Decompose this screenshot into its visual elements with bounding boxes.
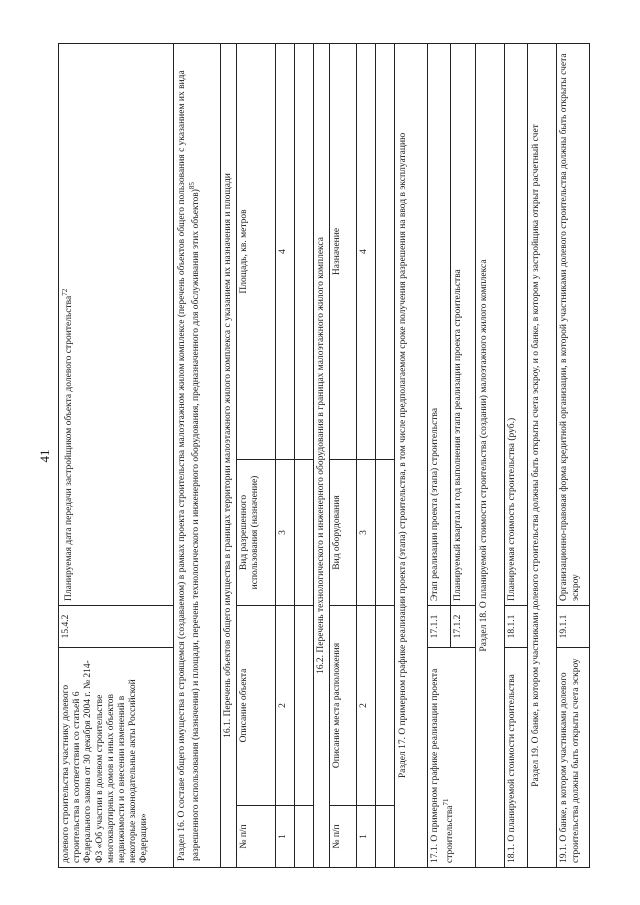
section-18-title-row (476, 43, 505, 867)
t2-empty-2 (376, 606, 395, 806)
row-15-4-2-text: Планируемая дата передачи застройщиком объекта долевого строительства$^{72}$ (59, 43, 174, 605)
section-17-left: 17.1. О примерном графике реализации проекта строительства$^{71}$ (428, 648, 476, 868)
row-17-1-2-num: 17.1.2 (451, 606, 476, 648)
section-19-title-row (528, 43, 557, 867)
table-16-1-title: 16.1. Перечень объектов общего имущества в границах территории малоэтажного жилого комплекса с указанием их назначения и площади (221, 43, 237, 867)
row-15-4-2-num: 15.4.2 (59, 606, 174, 648)
row-19-1-1-text: Организационно-правовая форма кредитной организации, в которой участниками долевого строительства должны быть открыты счета эскроу (557, 43, 590, 605)
section-17-title: Раздел 17. О примерном графике реализации проекта (этапа) строительства, в том числе предполагаемом сроке получения разрешения на ввод в эксплуатацию (395, 43, 428, 867)
t2-empty-1 (376, 806, 395, 868)
table-16-2-title: 16.2. Перечень технологического и инженерного оборудования в границах малоэтажного жилого комплекса (314, 43, 330, 867)
t2-head-num: № п/п (330, 806, 357, 868)
section-19-title: Раздел 19. О банке, в котором участниками долевого строительства должны быть открыты счета эскроу, и о банке, в котором у застройщика открыт расчетный счет (528, 43, 557, 867)
t1-empty-3 (295, 460, 314, 606)
table-16-2-header (330, 43, 357, 867)
t1-head-desc: Описание объекта (237, 606, 276, 806)
t2-head-purpose: Назначение (330, 43, 357, 459)
t1-empty-4 (295, 43, 314, 459)
table-16-1-header (237, 43, 276, 867)
t1-empty-2 (295, 606, 314, 806)
table-16-1-index-row (276, 43, 295, 867)
row-17-1-1-text: Этап реализации проекта (этапа) строительства (428, 43, 451, 605)
form-table (58, 43, 590, 868)
t2-empty-4 (376, 43, 395, 459)
table-16-1-empty-row (295, 43, 314, 867)
section-18-left: 18.1. О планируемой стоимости строительства (505, 648, 528, 868)
t2-index-1: 1 (357, 806, 376, 868)
table-16-1-title-row (221, 43, 237, 867)
section-16-title-row (174, 43, 221, 867)
page-number: 41 (37, 449, 52, 463)
t1-index-4: 4 (276, 43, 295, 459)
row-19-1-1-num: 19.1.1 (557, 606, 590, 648)
section-17-title-row (395, 43, 428, 867)
t1-empty-1 (295, 806, 314, 868)
form-document (58, 44, 581, 868)
row-18-1-1-text: Планируемая стоимость строительства (руб.) (505, 43, 528, 605)
t1-head-area: Площадь, кв. метров (237, 43, 276, 459)
row-18-1-1 (505, 43, 528, 867)
t2-head-place: Описание места расположения (330, 606, 357, 806)
t2-empty-3 (376, 460, 395, 606)
row-15-4-2-left: долевого строительства участнику долевого строительства в соответствии со статьей 6 Федерального закона от 30 декабря 2004 г. № 214-ФЗ «Об участии в долевом строительстве многоквартирных домов и иных объектов недвижимости и о внесении изменений в некоторые законодательные акты Российской Федерации» (59, 648, 174, 868)
section-18-title: Раздел 18. О планируемой стоимости строительства (создании) малоэтажного жилого комплекса (476, 43, 505, 867)
row-17-1-1-num: 17.1.1 (428, 606, 451, 648)
t1-index-1: 1 (276, 806, 295, 868)
t1-head-use: Вид разрешенного использования (назначение) (237, 460, 276, 606)
row-15-4-2 (59, 43, 174, 867)
row-17-1-1 (428, 43, 451, 867)
t2-head-type: Вид оборудования (330, 460, 357, 606)
t2-index-4: 4 (357, 43, 376, 459)
section-19-left: 19.1. О банке, в котором участниками долевого строительства должны быть открыты счета эскроу (557, 648, 590, 868)
table-16-2-empty-row (376, 43, 395, 867)
t2-index-3: 3 (357, 460, 376, 606)
row-18-1-1-num: 18.1.1 (505, 606, 528, 648)
row-17-1-2-text: Планируемый квартал и год выполнения этапа реализации проекта строительства (451, 43, 476, 605)
t2-index-2: 2 (357, 606, 376, 806)
t1-head-num: № п/п (237, 806, 276, 868)
table-16-2-index-row (357, 43, 376, 867)
table-16-2-title-row (314, 43, 330, 867)
t1-index-3: 3 (276, 460, 295, 606)
section-16-title: Раздел 16. О составе общего имущества в строящемся (создаваемом) в рамках проекта строительства малоэтажном жилом комплексе (перечень объектов общего пользования с указанием их вида разрешенного использования (назначения) и площади, перечень технологического и инженерного оборудования, предназначенного для обслуживания этих объектов)$^{85}$ (174, 43, 221, 867)
t1-index-2: 2 (276, 606, 295, 806)
row-19-1-1 (557, 43, 590, 867)
